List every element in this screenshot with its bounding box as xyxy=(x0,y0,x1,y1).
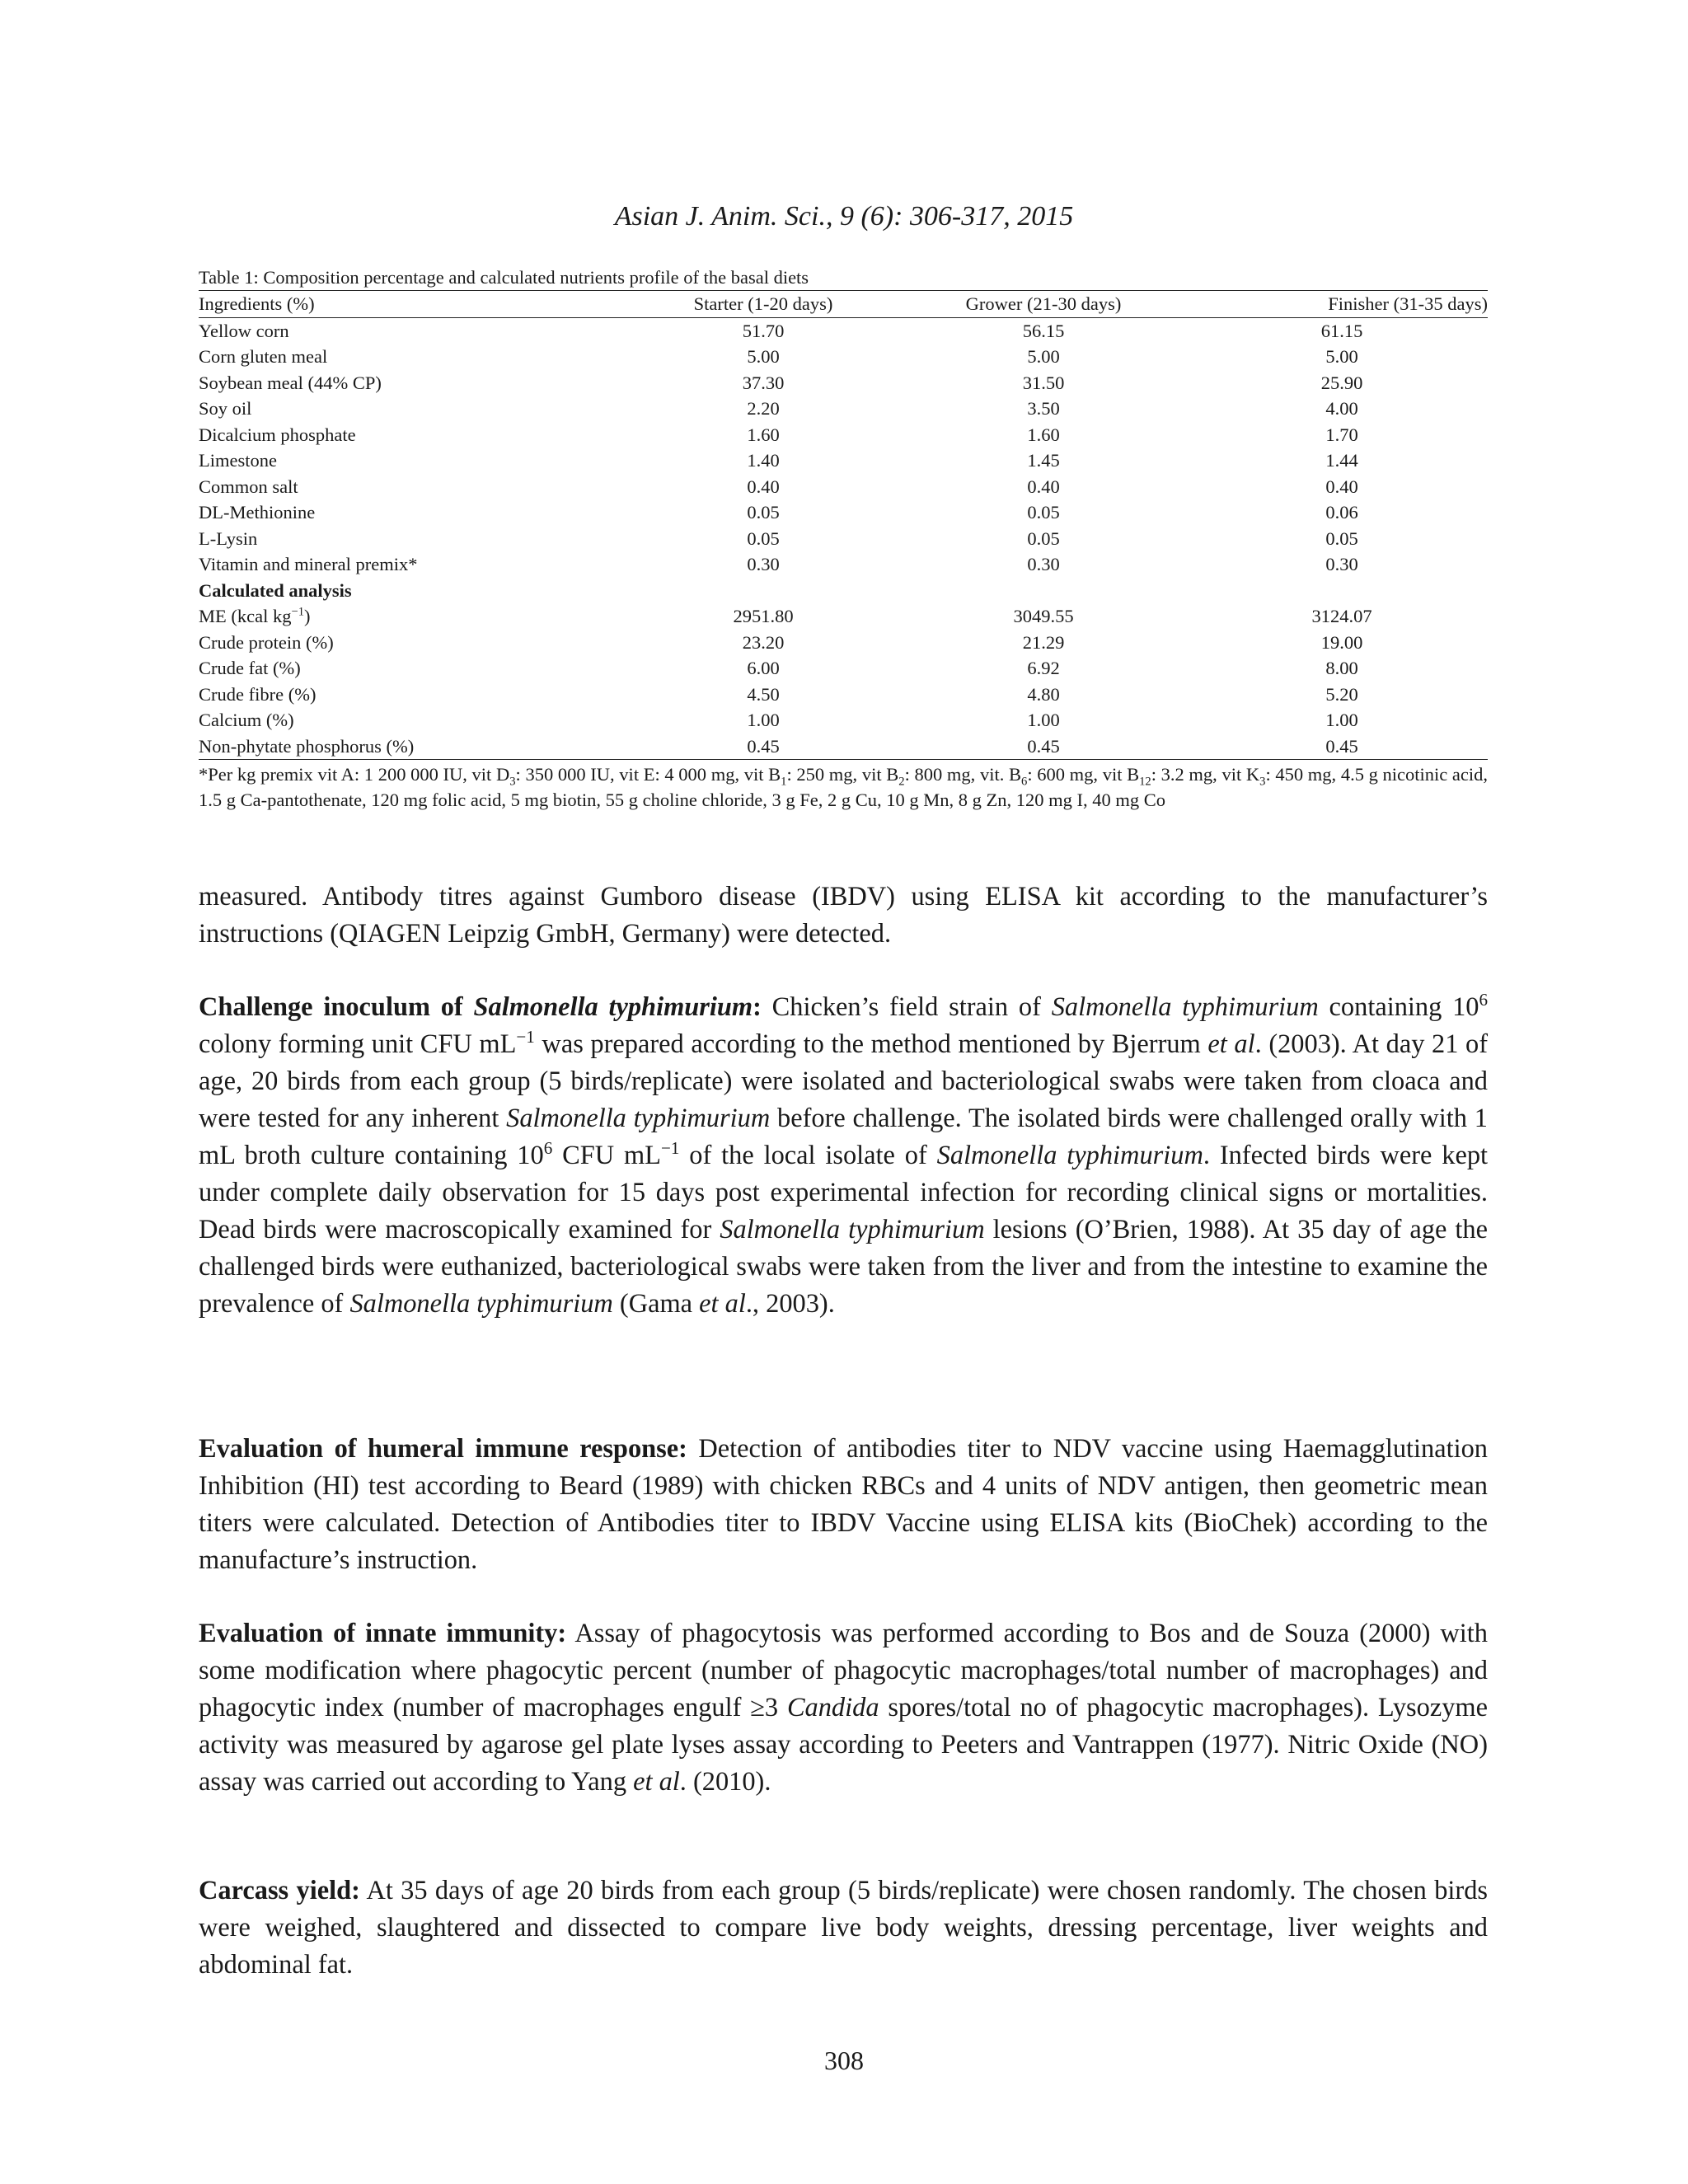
grower-value: 3.50 xyxy=(1027,398,1060,419)
table-row xyxy=(199,682,1488,708)
starter-value: 0.30 xyxy=(747,554,780,574)
table-row xyxy=(199,603,1488,630)
row-label: Yellow corn xyxy=(199,320,289,341)
row-label: Crude fibre (%) xyxy=(199,683,316,705)
heading-species: Salmonella typhimurium xyxy=(473,992,753,1022)
paragraph-text: At 35 days of age 20 birds from each group (5 birds/replicate) were chosen randomly. The chosen birds were weighed, slaughtered and dissected to compare live body weights, dressing percentage, liver weights and abdominal fat. xyxy=(199,1876,1488,1980)
row-label: Vitamin and mineral premix* xyxy=(199,554,418,574)
citation-et-al: et al xyxy=(633,1767,680,1797)
footnote-text: *Per kg premix vit A: 1 200 000 IU, vit D xyxy=(199,764,510,785)
table-row xyxy=(199,630,1488,656)
paragraph-text: (Gama xyxy=(612,1289,700,1319)
table-1 xyxy=(199,265,1488,813)
starter-value: 1.60 xyxy=(747,424,780,445)
grower-value: 0.45 xyxy=(891,733,1196,760)
table-row xyxy=(199,526,1488,552)
starter-value: 0.40 xyxy=(747,476,780,497)
starter-value: 51.70 xyxy=(742,320,785,341)
page-number: 308 xyxy=(824,2046,864,2075)
finisher-value: 3124.07 xyxy=(1311,606,1372,626)
column-header-starter: Starter (1-20 days) xyxy=(635,291,891,318)
superscript: 6 xyxy=(543,1138,553,1159)
finisher-value: 1.70 xyxy=(1325,424,1358,445)
species-name: Salmonella typhimurium xyxy=(506,1104,771,1133)
grower-value: 1.60 xyxy=(1027,424,1060,445)
finisher-value: 5.00 xyxy=(1325,346,1358,367)
row-label: Soybean meal (44% CP) xyxy=(199,372,382,393)
table-row xyxy=(199,655,1488,682)
paragraph-carcass-yield xyxy=(199,1872,1488,1984)
finisher-value: 1.00 xyxy=(1325,710,1358,730)
section-row xyxy=(199,578,1488,604)
paragraph-text: Assay of phagocytosis was performed according to Bos and de Souza (2000) with some modification where phagocytic percent (number of phagocytic macrophages/total number of macrophages) and phagocytic index (number of macrophages engulf ≥3 xyxy=(199,1619,1488,1722)
table-row xyxy=(199,317,1488,344)
section-heading xyxy=(199,992,762,1022)
grower-value: 1.45 xyxy=(1027,450,1060,471)
table-footnote xyxy=(199,762,1488,813)
footnote-subscript: 3 xyxy=(1259,775,1266,789)
citation-et-al: et al xyxy=(1207,1029,1255,1059)
paragraph-text: before challenge. The isolated birds were challenged orally with 1 mL broth culture containing 10 xyxy=(199,1104,1488,1170)
paragraph-text: CFU mL xyxy=(552,1141,661,1170)
footnote-subscript: 1 xyxy=(781,775,787,789)
grower-value: 4.80 xyxy=(1027,683,1060,705)
species-name: Salmonella typhimurium xyxy=(1051,992,1319,1022)
composition-table xyxy=(199,290,1488,760)
row-label: Soy oil xyxy=(199,398,252,419)
grower-value: 0.05 xyxy=(1027,527,1060,549)
paragraph-text: lesions (O’Brien, 1988). At 35 day of age the challenged birds were euthanized, bacteriological swabs were taken from the liver and from the intestine to examine the prevalence of xyxy=(199,1215,1488,1319)
table-row xyxy=(199,707,1488,733)
paragraph-continuation xyxy=(199,879,1488,953)
species-name: Salmonella typhimurium xyxy=(936,1141,1203,1170)
paragraph-text: Chicken’s field strain of xyxy=(761,992,1052,1022)
table-caption: Table 1: Composition percentage and calculated nutrients profile of the basal diets xyxy=(199,267,809,288)
footnote-subscript: 3 xyxy=(509,775,516,789)
finisher-value: 8.00 xyxy=(1325,658,1358,678)
grower-value: 5.00 xyxy=(1027,346,1060,367)
table-row xyxy=(199,733,1488,760)
section-heading: Evaluation of innate immunity: xyxy=(199,1619,567,1648)
finisher-value: 0.05 xyxy=(1325,527,1358,549)
table-row xyxy=(199,422,1488,448)
superscript: −1 xyxy=(516,1027,535,1047)
species-name: Salmonella typhimurium xyxy=(349,1289,613,1319)
starter-value: 0.05 xyxy=(747,527,780,549)
grower-value: 21.29 xyxy=(1022,631,1065,653)
row-label: Non-phytate phosphorus (%) xyxy=(199,733,635,760)
row-label: Crude fat (%) xyxy=(199,658,301,678)
footnote-subscript: 2 xyxy=(898,775,905,789)
section-heading: Evaluation of humeral immune response: xyxy=(199,1434,687,1464)
paragraph-text: measured. Antibody titres against Gumboro disease (IBDV) using ELISA kit according to the manufacturer’s instructions (QIAGEN Leipzig GmbH, Germany) were detected. xyxy=(199,882,1488,949)
row-label: Crude protein (%) xyxy=(199,631,334,653)
heading-text: Challenge inoculum of xyxy=(199,992,474,1022)
superscript: 6 xyxy=(1479,990,1488,1010)
heading-colon: : xyxy=(753,992,762,1022)
row-label: Common salt xyxy=(199,476,298,497)
starter-value: 4.50 xyxy=(747,683,780,705)
superscript: −1 xyxy=(660,1138,680,1159)
section-label: Calculated analysis xyxy=(199,579,352,601)
column-header-finisher: Finisher (31-35 days) xyxy=(1196,291,1488,318)
finisher-value: 0.45 xyxy=(1196,733,1488,760)
footnote-text: : 800 mg, vit. B xyxy=(904,764,1022,785)
starter-value: 23.20 xyxy=(742,631,785,653)
paragraph-text: was prepared according to the method mentioned by Bjerrum xyxy=(534,1029,1208,1059)
paragraph-text: . (2010). xyxy=(679,1767,771,1797)
footnote-subscript: 12 xyxy=(1139,775,1151,789)
paragraph-innate-immunity xyxy=(199,1615,1488,1801)
table-row xyxy=(199,551,1488,578)
row-label: Calcium (%) xyxy=(199,710,294,730)
grower-value: 0.05 xyxy=(1027,502,1060,523)
table-row xyxy=(199,448,1488,474)
row-label: L-Lysin xyxy=(199,527,258,549)
paragraph-text: . (2003). At day 21 of age, 20 birds from each group (5 birds/replicate) were isolated and bacteriological swabs were taken from cloaca and were tested for any inherent xyxy=(199,1029,1489,1133)
paragraph-text: containing 10 xyxy=(1318,992,1479,1022)
species-name: Salmonella typhimurium xyxy=(720,1215,985,1244)
finisher-value: 61.15 xyxy=(1320,320,1363,341)
finisher-value: 0.40 xyxy=(1325,476,1358,497)
me-label-prefix: ME (kcal kg xyxy=(199,606,292,626)
me-label-suffix: ) xyxy=(304,606,311,626)
table-header-row xyxy=(199,291,1488,318)
starter-value: 1.00 xyxy=(747,710,780,730)
finisher-value: 1.44 xyxy=(1325,450,1358,471)
section-heading: Carcass yield: xyxy=(199,1876,360,1905)
table-row xyxy=(199,499,1488,526)
row-label: Dicalcium phosphate xyxy=(199,424,356,445)
finisher-value: 0.06 xyxy=(1325,502,1358,523)
table-row xyxy=(199,344,1488,370)
paragraph-text: of the local isolate of xyxy=(679,1141,937,1170)
paragraph-text: . Infected birds were kept under complete daily observation for 15 days post experimental infection for recording clinical signs or mortalities. Dead birds were macroscopically examined for xyxy=(199,1141,1489,1244)
row-label: Corn gluten meal xyxy=(199,346,328,367)
grower-value: 0.30 xyxy=(1027,554,1060,574)
starter-value: 6.00 xyxy=(747,658,780,678)
finisher-value: 0.30 xyxy=(1325,554,1358,574)
finisher-value: 19.00 xyxy=(1320,631,1363,653)
footnote-text: : 250 mg, vit B xyxy=(786,764,899,785)
table-row xyxy=(199,370,1488,396)
footnote-subscript: 6 xyxy=(1021,775,1028,789)
table-row xyxy=(199,396,1488,422)
finisher-value: 5.20 xyxy=(1325,683,1358,705)
grower-value: 3049.55 xyxy=(1013,606,1074,626)
grower-value: 6.92 xyxy=(1027,658,1060,678)
row-label: Limestone xyxy=(199,450,277,471)
column-header-ingredients: Ingredients (%) xyxy=(199,291,635,318)
citation-et-al: et al xyxy=(699,1289,746,1319)
starter-value: 0.45 xyxy=(635,733,891,760)
table-row xyxy=(199,474,1488,500)
row-label xyxy=(199,603,635,630)
row-label: DL-Methionine xyxy=(199,502,316,523)
finisher-value: 25.90 xyxy=(1320,372,1363,393)
footnote-text: : 600 mg, vit B xyxy=(1027,764,1140,785)
grower-value: 0.40 xyxy=(1027,476,1060,497)
grower-value: 31.50 xyxy=(1022,372,1065,393)
footnote-text: : 450 mg, 4.5 g nicotinic acid, 1.5 g Ca-pantothenate, 120 mg folic acid, 5 mg biotin, 55 g choline chloride, 3 g Fe, 2 g Cu, 10 g Mn, 8 g Zn, 120 mg I, 40 mg Co xyxy=(199,764,1489,810)
paragraph-text: Detection of antibodies titer to NDV vaccine using Haemagglutination Inhibition (HI) test according to Beard (1989) with chicken RBCs and 4 units of NDV antigen, then geometric mean titers were calculated. Detection of Antibodies titer to IBDV Vaccine using ELISA kits (BioChek) according to the manufacture’s instruction. xyxy=(199,1434,1488,1575)
running-head: Asian J. Anim. Sci., 9 (6): 306-317, 2015 xyxy=(614,201,1074,232)
paragraph-text: ., 2003). xyxy=(745,1289,835,1319)
grower-value: 56.15 xyxy=(1022,320,1065,341)
finisher-value: 4.00 xyxy=(1325,398,1358,419)
starter-value: 5.00 xyxy=(747,346,780,367)
starter-value: 0.05 xyxy=(747,502,780,523)
me-label-sup: −1 xyxy=(291,605,305,619)
grower-value: 1.00 xyxy=(1027,710,1060,730)
starter-value: 1.40 xyxy=(747,450,780,471)
genus-name: Candida xyxy=(786,1693,879,1722)
paragraph-text: spores/total no of phagocytic macrophages). Lysozyme activity was measured by agarose gel plate lyses assay according to Peeters and Vantrappen (1977). Nitric Oxide (NO) assay was carried out according to Yang xyxy=(199,1693,1488,1797)
starter-value: 2.20 xyxy=(747,398,780,419)
paragraph-humeral-immune-response xyxy=(199,1431,1488,1579)
starter-value: 37.30 xyxy=(742,372,785,393)
starter-value: 2951.80 xyxy=(733,606,794,626)
column-header-grower: Grower (21-30 days) xyxy=(891,291,1196,318)
footnote-text: : 3.2 mg, vit K xyxy=(1151,764,1260,785)
paragraph-challenge-inoculum xyxy=(199,989,1488,1323)
footnote-text: : 350 000 IU, vit E: 4 000 mg, vit B xyxy=(515,764,781,785)
paragraph-text: colony forming unit CFU mL xyxy=(199,1029,517,1059)
